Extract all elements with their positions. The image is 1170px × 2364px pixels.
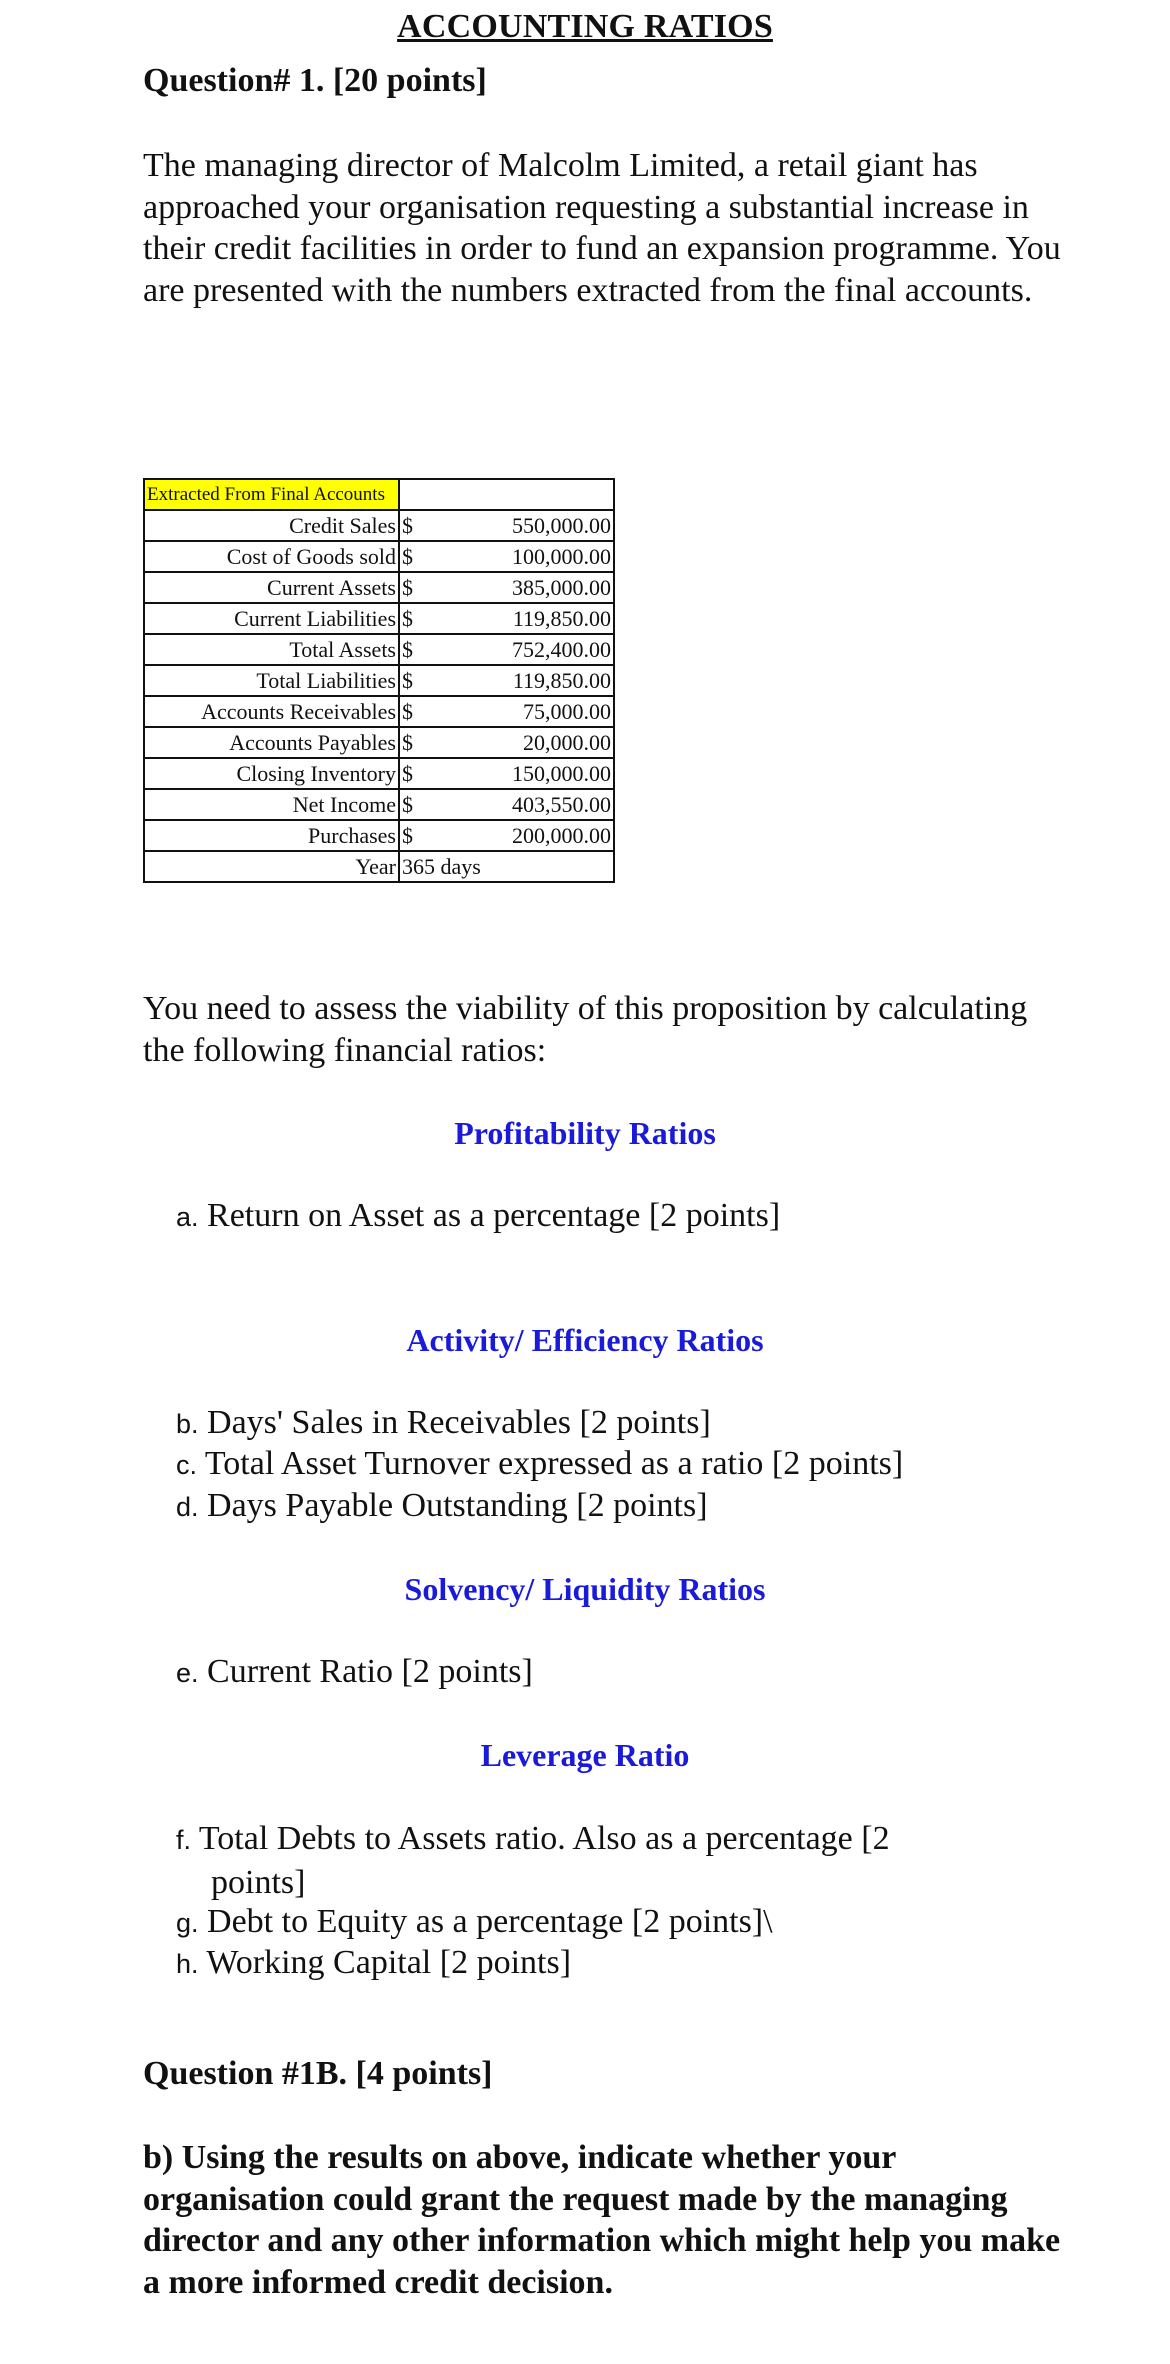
list-marker: a. — [176, 1202, 199, 1232]
row-value-cell — [399, 727, 614, 758]
table-row — [144, 634, 614, 665]
table-row — [144, 665, 614, 696]
row-value-cell — [399, 572, 614, 603]
list-marker: e. — [176, 1658, 199, 1688]
row-value-cell — [399, 541, 614, 572]
row-label: Accounts Payables — [144, 727, 399, 758]
currency-symbol: $ — [402, 730, 413, 755]
leverage-ratio-heading: Leverage Ratio — [480, 1737, 690, 1773]
currency-symbol: $ — [402, 761, 413, 786]
profitability-ratios-heading: Profitability Ratios — [454, 1115, 716, 1151]
row-label: Closing Inventory — [144, 758, 399, 789]
list-marker: h. — [176, 1949, 199, 1979]
table-header-cell: Extracted From Final Accounts — [144, 479, 399, 510]
list-item-h — [176, 1942, 1076, 1986]
list-item-text: Current Ratio [2 points] — [207, 1653, 533, 1690]
list-item-a — [176, 1195, 1076, 1239]
row-label: Cost of Goods sold — [144, 541, 399, 572]
question-1b-heading: Question #1B. [4 points] — [143, 2055, 493, 2092]
list-item-text: Debt to Equity as a percentage [2 points]\ — [207, 1903, 773, 1940]
list-item-g — [176, 1901, 1076, 1945]
list-item-text: Return on Asset as a percentage [2 points] — [207, 1197, 781, 1234]
row-label: Total Assets — [144, 634, 399, 665]
table-row — [144, 510, 614, 541]
currency-symbol: $ — [402, 792, 413, 817]
list-item-text: Days Payable Outstanding [2 points] — [207, 1487, 708, 1524]
table-row — [144, 820, 614, 851]
row-amount: 75,000.00 — [523, 699, 611, 724]
row-amount: 403,550.00 — [512, 792, 611, 817]
currency-symbol: $ — [402, 575, 413, 600]
row-label: Net Income — [144, 789, 399, 820]
row-amount: 752,400.00 — [512, 637, 611, 662]
table-row — [144, 727, 614, 758]
row-label: Accounts Receivables — [144, 696, 399, 727]
final-accounts-table — [143, 478, 615, 883]
year-value: 365 days — [399, 851, 614, 882]
list-marker: c. — [176, 1450, 198, 1480]
list-item-text: Total Debts to Assets ratio. Also as a percentage [2 — [198, 1820, 890, 1857]
assessment-instructions: You need to assess the viability of this proposition by calculating the following financial ratios: — [143, 990, 1028, 1069]
row-label: Total Liabilities — [144, 665, 399, 696]
list-item-d — [176, 1485, 1076, 1529]
row-label: Current Liabilities — [144, 603, 399, 634]
list-marker: b. — [176, 1409, 199, 1439]
list-marker: g. — [176, 1908, 199, 1938]
year-label: Year — [144, 851, 399, 882]
row-value-cell — [399, 789, 614, 820]
row-value-cell — [399, 758, 614, 789]
row-amount: 20,000.00 — [523, 730, 611, 755]
list-item-b — [176, 1402, 1076, 1446]
list-item-f — [176, 1818, 1076, 1903]
row-label: Purchases — [144, 820, 399, 851]
table-row — [144, 758, 614, 789]
currency-symbol: $ — [402, 544, 413, 569]
table-row — [144, 541, 614, 572]
list-marker: d. — [176, 1492, 199, 1522]
row-label: Credit Sales — [144, 510, 399, 541]
question-1b-text: b) Using the results on above, indicate whether your organisation could grant the request made by the managing director and any other information which might help you make a more informed credit decision. — [143, 2139, 1061, 2301]
row-label: Current Assets — [144, 572, 399, 603]
table-row — [144, 696, 614, 727]
row-value-cell — [399, 510, 614, 541]
row-amount: 119,850.00 — [512, 606, 611, 631]
question-1-heading: Question# 1. [20 points] — [143, 62, 487, 99]
row-value-cell — [399, 696, 614, 727]
row-value-cell — [399, 820, 614, 851]
row-value-cell — [399, 634, 614, 665]
row-value-cell — [399, 603, 614, 634]
row-amount: 200,000.00 — [512, 823, 611, 848]
currency-symbol: $ — [402, 823, 413, 848]
question-1-intro: The managing director of Malcolm Limited, a retail giant has approached your organisation requesting a substantial increase in their credit facilities in order to fund an expansion programme. You are presented with the numbers extracted from the final accounts. — [143, 147, 1061, 309]
list-item-text-continued: points] — [211, 1863, 306, 1901]
row-amount: 150,000.00 — [512, 761, 611, 786]
table-row-year — [144, 851, 614, 882]
list-item-e — [176, 1651, 1076, 1695]
list-item-text: Total Asset Turnover expressed as a ratio [2 points] — [204, 1445, 904, 1482]
row-amount: 385,000.00 — [512, 575, 611, 600]
table-row — [144, 572, 614, 603]
table-row — [144, 789, 614, 820]
activity-efficiency-ratios-heading: Activity/ Efficiency Ratios — [406, 1322, 764, 1358]
solvency-liquidity-ratios-heading: Solvency/ Liquidity Ratios — [404, 1571, 766, 1607]
row-value-cell — [399, 665, 614, 696]
currency-symbol: $ — [402, 513, 413, 538]
table-row — [144, 603, 614, 634]
list-item-text: Working Capital [2 points] — [206, 1944, 572, 1981]
currency-symbol: $ — [402, 699, 413, 724]
table-header-empty-cell — [399, 479, 614, 510]
currency-symbol: $ — [402, 637, 413, 662]
list-item-c — [176, 1443, 1076, 1487]
list-item-text: Days' Sales in Receivables [2 points] — [207, 1404, 711, 1441]
page-title: ACCOUNTING RATIOS — [397, 8, 773, 45]
table-header-row — [144, 479, 614, 510]
currency-symbol: $ — [402, 668, 413, 693]
row-amount: 100,000.00 — [512, 544, 611, 569]
row-amount: 550,000.00 — [512, 513, 611, 538]
row-amount: 119,850.00 — [512, 668, 611, 693]
currency-symbol: $ — [402, 606, 413, 631]
list-marker: f. — [176, 1825, 192, 1855]
